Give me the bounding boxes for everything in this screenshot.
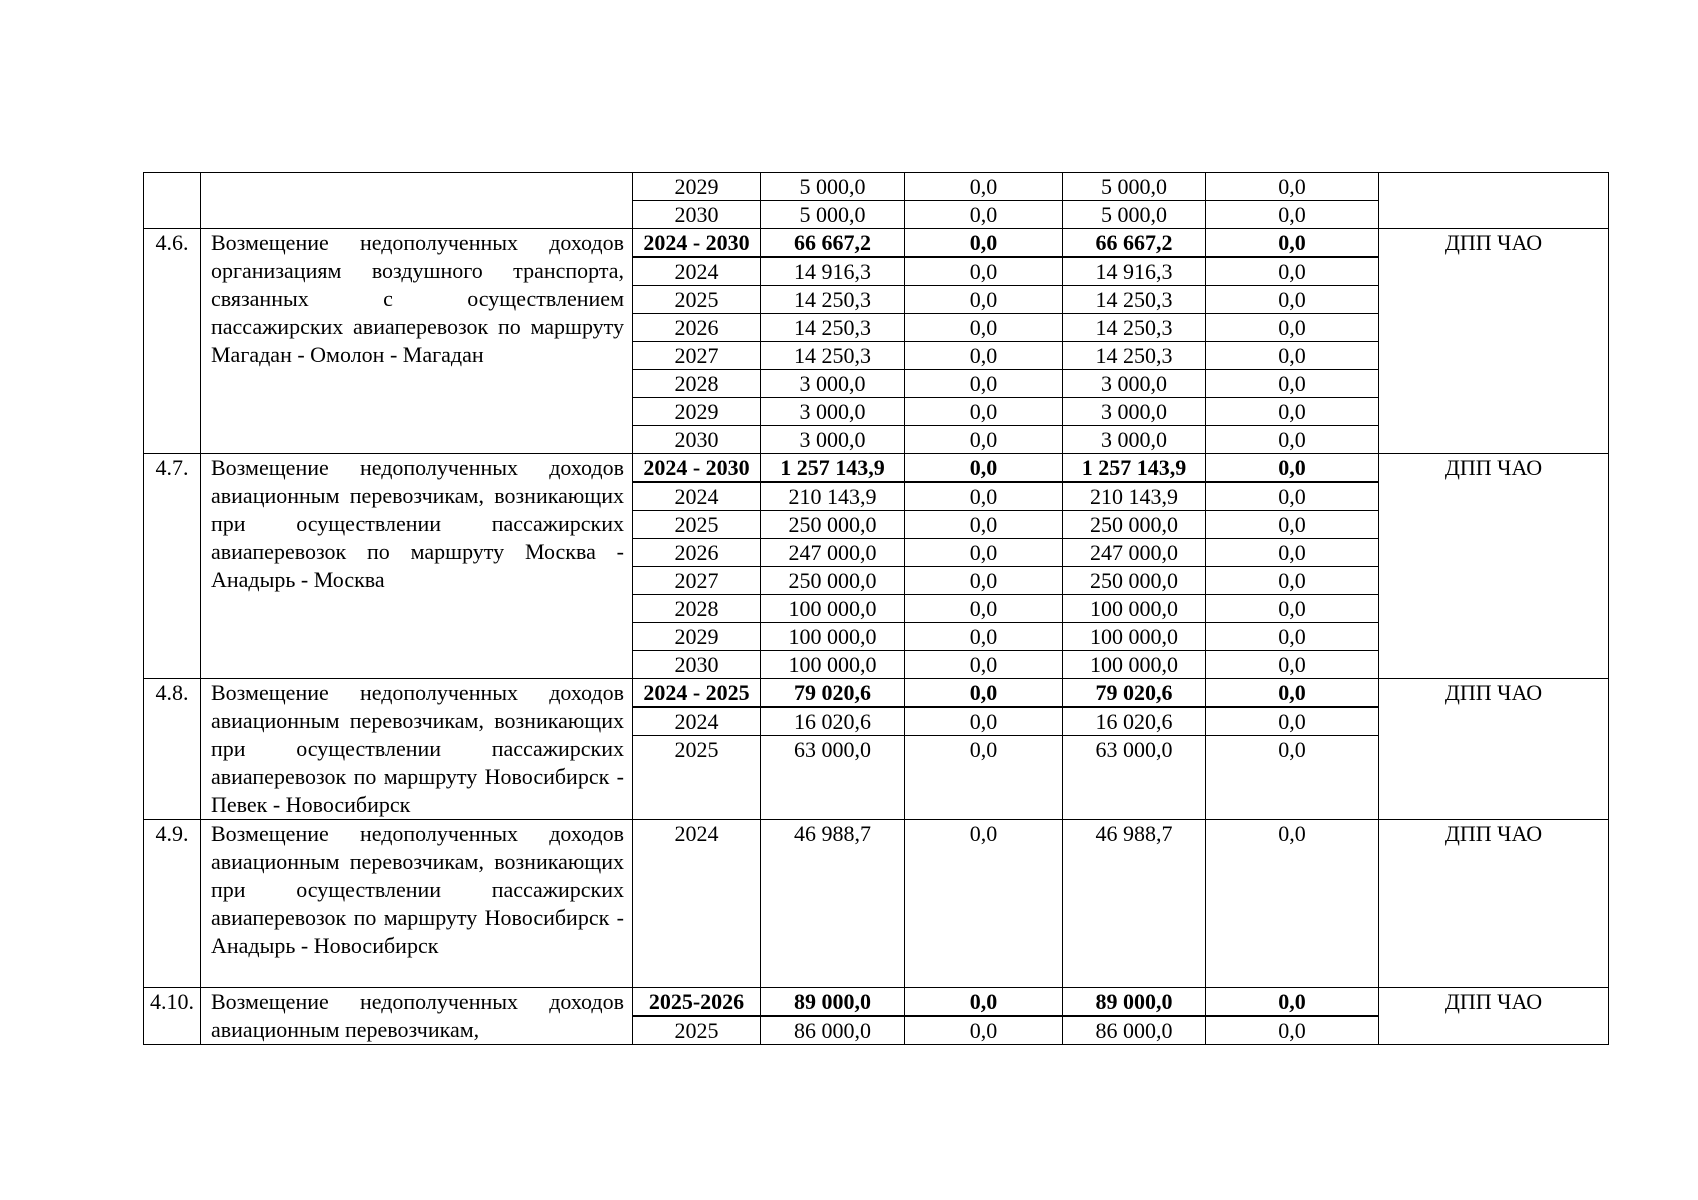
other-budget-cell: 0,0 (1206, 454, 1379, 483)
other-budget-cell: 0,0 (1206, 651, 1379, 679)
federal-budget-cell: 0,0 (905, 567, 1063, 595)
period-cell: 2026 (633, 539, 761, 567)
federal-budget-cell: 0,0 (905, 736, 1063, 820)
other-budget-cell: 0,0 (1206, 1016, 1379, 1045)
responsible-cell (1379, 173, 1609, 229)
period-cell: 2024 - 2030 (633, 229, 761, 258)
regional-budget-cell: 86 000,0 (1063, 1016, 1206, 1045)
period-cell: 2029 (633, 623, 761, 651)
table-row (144, 229, 1609, 258)
other-budget-cell: 0,0 (1206, 398, 1379, 426)
federal-budget-cell: 0,0 (905, 370, 1063, 398)
other-budget-cell: 0,0 (1206, 257, 1379, 286)
total-cell: 5 000,0 (761, 173, 905, 201)
period-cell: 2025 (633, 1016, 761, 1045)
regional-budget-cell: 66 667,2 (1063, 229, 1206, 258)
federal-budget-cell: 0,0 (905, 201, 1063, 229)
federal-budget-cell: 0,0 (905, 454, 1063, 483)
total-cell: 16 020,6 (761, 707, 905, 736)
responsible-cell: ДПП ЧАО (1379, 679, 1609, 820)
federal-budget-cell: 0,0 (905, 229, 1063, 258)
total-cell: 250 000,0 (761, 567, 905, 595)
regional-budget-cell: 210 143,9 (1063, 482, 1206, 511)
item-description: Возмещение недополученных доходов авиационным перевозчикам, (201, 988, 633, 1045)
item-description: Возмещение недополученных доходов авиационным перевозчикам, возникающих при осуществлении пассажирских авиаперевозок по маршруту Новосибирск - Анадырь - Новосибирск (201, 820, 633, 988)
regional-budget-cell: 250 000,0 (1063, 567, 1206, 595)
period-cell: 2028 (633, 370, 761, 398)
regional-budget-cell: 247 000,0 (1063, 539, 1206, 567)
federal-budget-cell: 0,0 (905, 988, 1063, 1017)
period-cell: 2024 (633, 482, 761, 511)
regional-budget-cell: 1 257 143,9 (1063, 454, 1206, 483)
item-description: Возмещение недополученных доходов авиационным перевозчикам, возникающих при осуществлении пассажирских авиаперевозок по маршруту Новосибирск - Певек - Новосибирск (201, 679, 633, 820)
regional-budget-cell: 5 000,0 (1063, 173, 1206, 201)
other-budget-cell: 0,0 (1206, 679, 1379, 708)
total-cell: 247 000,0 (761, 539, 905, 567)
period-cell: 2029 (633, 398, 761, 426)
other-budget-cell: 0,0 (1206, 820, 1379, 988)
total-cell: 14 916,3 (761, 257, 905, 286)
other-budget-cell: 0,0 (1206, 229, 1379, 258)
total-cell: 46 988,7 (761, 820, 905, 988)
item-number: 4.6. (144, 229, 201, 454)
period-cell: 2025-2026 (633, 988, 761, 1017)
federal-budget-cell: 0,0 (905, 707, 1063, 736)
federal-budget-cell: 0,0 (905, 257, 1063, 286)
item-number: 4.8. (144, 679, 201, 820)
regional-budget-cell: 14 250,3 (1063, 286, 1206, 314)
federal-budget-cell: 0,0 (905, 314, 1063, 342)
total-cell: 86 000,0 (761, 1016, 905, 1045)
total-cell: 14 250,3 (761, 314, 905, 342)
item-number: 4.9. (144, 820, 201, 988)
other-budget-cell: 0,0 (1206, 736, 1379, 820)
federal-budget-cell: 0,0 (905, 623, 1063, 651)
federal-budget-cell: 0,0 (905, 173, 1063, 201)
regional-budget-cell: 14 250,3 (1063, 342, 1206, 370)
regional-budget-cell: 14 250,3 (1063, 314, 1206, 342)
regional-budget-cell: 3 000,0 (1063, 370, 1206, 398)
federal-budget-cell: 0,0 (905, 286, 1063, 314)
total-cell: 79 020,6 (761, 679, 905, 708)
regional-budget-cell: 5 000,0 (1063, 201, 1206, 229)
other-budget-cell: 0,0 (1206, 201, 1379, 229)
total-cell: 100 000,0 (761, 651, 905, 679)
federal-budget-cell: 0,0 (905, 539, 1063, 567)
period-cell: 2027 (633, 567, 761, 595)
other-budget-cell: 0,0 (1206, 567, 1379, 595)
total-cell: 14 250,3 (761, 342, 905, 370)
item-number: 4.10. (144, 988, 201, 1045)
period-cell: 2027 (633, 342, 761, 370)
total-cell: 5 000,0 (761, 201, 905, 229)
period-cell: 2028 (633, 595, 761, 623)
other-budget-cell: 0,0 (1206, 595, 1379, 623)
total-cell: 100 000,0 (761, 595, 905, 623)
total-cell: 3 000,0 (761, 398, 905, 426)
period-cell: 2030 (633, 201, 761, 229)
period-cell: 2025 (633, 511, 761, 539)
total-cell: 100 000,0 (761, 623, 905, 651)
other-budget-cell: 0,0 (1206, 342, 1379, 370)
item-description (201, 173, 633, 229)
period-cell: 2025 (633, 286, 761, 314)
total-cell: 250 000,0 (761, 511, 905, 539)
item-number: 4.7. (144, 454, 201, 679)
table-row (144, 988, 1609, 1017)
period-cell: 2030 (633, 426, 761, 454)
table-row (144, 454, 1609, 483)
other-budget-cell: 0,0 (1206, 511, 1379, 539)
other-budget-cell: 0,0 (1206, 426, 1379, 454)
federal-budget-cell: 0,0 (905, 342, 1063, 370)
regional-budget-cell: 79 020,6 (1063, 679, 1206, 708)
regional-budget-cell: 16 020,6 (1063, 707, 1206, 736)
federal-budget-cell: 0,0 (905, 511, 1063, 539)
federal-budget-cell: 0,0 (905, 426, 1063, 454)
federal-budget-cell: 0,0 (905, 595, 1063, 623)
item-number (144, 173, 201, 229)
period-cell: 2024 - 2025 (633, 679, 761, 708)
table-row (144, 173, 1609, 201)
regional-budget-cell: 100 000,0 (1063, 623, 1206, 651)
other-budget-cell: 0,0 (1206, 286, 1379, 314)
other-budget-cell: 0,0 (1206, 482, 1379, 511)
regional-budget-cell: 250 000,0 (1063, 511, 1206, 539)
regional-budget-cell: 100 000,0 (1063, 595, 1206, 623)
period-cell: 2024 (633, 707, 761, 736)
total-cell: 210 143,9 (761, 482, 905, 511)
responsible-cell: ДПП ЧАО (1379, 820, 1609, 988)
regional-budget-cell: 3 000,0 (1063, 426, 1206, 454)
regional-budget-cell: 89 000,0 (1063, 988, 1206, 1017)
table-row (144, 820, 1609, 988)
responsible-cell: ДПП ЧАО (1379, 229, 1609, 454)
other-budget-cell: 0,0 (1206, 623, 1379, 651)
period-cell: 2030 (633, 651, 761, 679)
responsible-cell: ДПП ЧАО (1379, 988, 1609, 1045)
regional-budget-cell: 100 000,0 (1063, 651, 1206, 679)
regional-budget-cell: 14 916,3 (1063, 257, 1206, 286)
total-cell: 3 000,0 (761, 370, 905, 398)
responsible-cell: ДПП ЧАО (1379, 454, 1609, 679)
period-cell: 2026 (633, 314, 761, 342)
item-description: Возмещение недополученных доходов авиационным перевозчикам, возникающих при осуществлении пассажирских авиаперевозок по маршруту Москва - Анадырь - Москва (201, 454, 633, 679)
federal-budget-cell: 0,0 (905, 820, 1063, 988)
other-budget-cell: 0,0 (1206, 370, 1379, 398)
regional-budget-cell: 46 988,7 (1063, 820, 1206, 988)
total-cell: 1 257 143,9 (761, 454, 905, 483)
regional-budget-cell: 3 000,0 (1063, 398, 1206, 426)
regional-budget-cell: 63 000,0 (1063, 736, 1206, 820)
federal-budget-cell: 0,0 (905, 398, 1063, 426)
period-cell: 2024 - 2030 (633, 454, 761, 483)
total-cell: 3 000,0 (761, 426, 905, 454)
total-cell: 66 667,2 (761, 229, 905, 258)
other-budget-cell: 0,0 (1206, 314, 1379, 342)
other-budget-cell: 0,0 (1206, 988, 1379, 1017)
total-cell: 63 000,0 (761, 736, 905, 820)
federal-budget-cell: 0,0 (905, 651, 1063, 679)
period-cell: 2029 (633, 173, 761, 201)
total-cell: 89 000,0 (761, 988, 905, 1017)
item-description: Возмещение недополученных доходов организациям воздушного транспорта, связанных с осуществлением пассажирских авиаперевозок по маршруту Магадан - Омолон - Магадан (201, 229, 633, 454)
total-cell: 14 250,3 (761, 286, 905, 314)
period-cell: 2024 (633, 820, 761, 988)
other-budget-cell: 0,0 (1206, 173, 1379, 201)
federal-budget-cell: 0,0 (905, 482, 1063, 511)
federal-budget-cell: 0,0 (905, 679, 1063, 708)
federal-budget-cell: 0,0 (905, 1016, 1063, 1045)
period-cell: 2024 (633, 257, 761, 286)
other-budget-cell: 0,0 (1206, 707, 1379, 736)
period-cell: 2025 (633, 736, 761, 820)
budget-table (143, 172, 1609, 1045)
table-row (144, 679, 1609, 708)
other-budget-cell: 0,0 (1206, 539, 1379, 567)
